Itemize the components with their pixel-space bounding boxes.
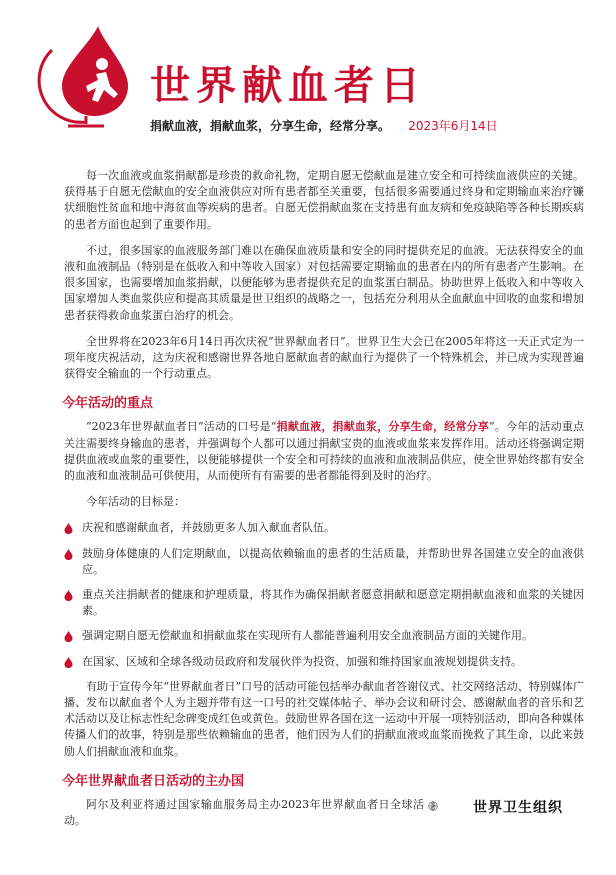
focus-text-after: ”。今年的活动重点关注需要终身输血的患者，并强调每个人都可以通过捐献宝贵的血液或血浆来发挥作用。活动还将强调定期提供血液或血浆的重要性，以便能够提供一个安全和可持续的血液和血液制品供应，使全世界始终都有安全的血液和血液制品可供使用，从而使所有有需要的患者都能得到及时的治疗。 [64,420,585,483]
focus-paragraph-1 [64,419,584,484]
section-heading-host: 今年世界献血者日活动的主办国 [62,773,245,789]
who-emblem-icon [428,786,468,826]
event-date: 2023年6月14日 [408,119,498,133]
goal-text: 重点关注捐献者的健康和护理质量，将其作为确保捐献者愿意捐献和愿意定期捐献血液和血浆的关键因素。 [82,588,584,618]
intro-paragraph-2: 不过，很多国家的血液服务部门难以在确保血液质量和安全的同时提供充足的血液。无法获得安全的血液和血液制品（特别是在低收入和中等收入国家）对包括需要定期输血的患者在内的所有患者产生影响。在很多国家，也需要增加血浆捐献，以便能够为患者提供充足的血浆蛋白制品。协助世界上低收入和中等收入国家增加人类血浆供应和提高其质量是世卫组织的战略之一，包括充分利用从全血献血中回收的血浆和增加患者获得救命血浆蛋白治疗的机会。 [64,243,584,322]
intro-paragraph-3: 全世界将在2023年6月14日再次庆祝“世界献血者日”。世界卫生大会已在2005年将这一天正式定为一项年度庆祝活动，这为庆祝和感谢世界各地自愿献血者的献血行为提供了一个特殊机会，并已成为实现普遍获得安全输血的一个行动重点。 [64,334,584,381]
section-heading-focus: 今年活动的重点 [62,396,154,412]
list-item [64,520,584,536]
blood-drop-globe-logo [32,20,140,128]
blood-drop-bullet-icon [64,590,73,601]
slogan-line [150,117,498,134]
focus-text-before: “2023年世界献血者日”活动的口号是“ [86,420,277,434]
blood-drop-bullet-icon [64,631,73,642]
goal-text: 在国家、区域和全球各级动员政府和发展伙伴为投资、加强和维持国家血液规划提供支持。 [82,654,522,668]
goals-intro: 今年活动的目标是： [86,495,185,509]
who-name: 世界卫生组织 [473,800,563,816]
list-item [64,654,584,670]
article-body [64,168,584,839]
intro-paragraph-1: 每一次血液或血浆捐献都是珍贵的救命礼物，定期自愿无偿献血是建立安全和可持续血液供应的关键。获得基于自愿无偿献血的安全血液供应对所有患者都至关重要，包括很多需要通过终身和定期输血来治疗镰状细胞性贫血和地中海贫血等疾病的患者。自愿无偿捐献血浆在支持患有血友病和免疫缺陷等各种长期疾病的患者方面也起到了重要作用。 [64,169,584,231]
goal-text: 强调定期自愿无偿献血和捐献血浆在实现所有人都能普遍利用安全血液制品方面的关键作用。 [82,629,533,643]
host-paragraph: 阿尔及利亚将通过国家输血服务局主办2023年世界献血者日全球活动。 [64,797,424,828]
list-item [64,628,584,644]
page-header [0,0,616,150]
slogan: 捐献血液，捐献血浆，分享生命，经常分享。 [150,119,391,133]
highlighted-slogan: 捐献血液，捐献血浆，分享生命，经常分享 [276,420,489,434]
page-title: 世界献血者日 [150,63,426,109]
goals-list [64,520,584,669]
goal-text: 鼓励身体健康的人们定期献血，以提高依赖输血的患者的生活质量，并帮助世界各国建立安全的血液供应。 [82,546,584,576]
blood-drop-bullet-icon [64,549,73,560]
list-item [64,587,584,619]
focus-paragraph-2: 有助于宣传今年“世界献血者日”口号的活动可能包括举办献血者答谢仪式、社交网络活动、特别媒体广播、发布以献血者个人为主题并带有这一口号的社交媒体帖子、举办会议和研讨会、感谢献血者的音乐和艺术活动以及让标志性纪念碑变成红色或黄色。鼓励世界各国在这一运动中开展一项特别活动，即向各种媒体传播人们的故事，特别是那些依赖输血的患者，他们因为人们的捐献血液或血浆而挽救了其生命，以此来鼓励人们捐献血液和血浆。 [64,679,584,758]
goal-text: 庆祝和感谢献血者，并鼓励更多人加入献血者队伍。 [82,521,335,535]
blood-drop-bullet-icon [64,523,73,534]
list-item [64,546,584,578]
blood-drop-bullet-icon [64,657,73,668]
